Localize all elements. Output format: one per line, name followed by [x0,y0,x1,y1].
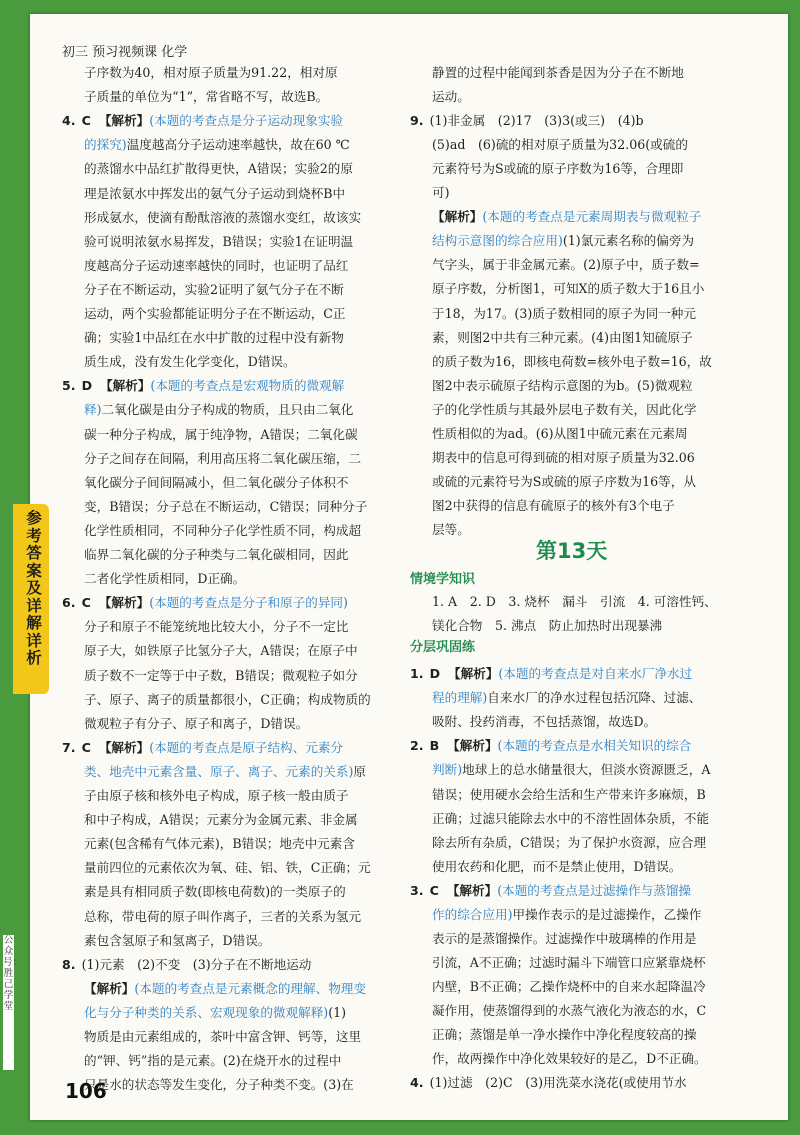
line-text: 可) [432,185,450,201]
keypoint-note: 作的综合应用) [432,906,513,922]
right-line [432,62,746,84]
left-line [84,183,400,205]
line-text: 表示的是蒸馏操作。过滤操作中玻璃棒的作用是 [432,930,697,946]
line-text: 作，故两操作中净化效果较好的是乙，D不正确。 [432,1051,707,1067]
answer-letter: C [81,113,91,129]
keypoint-note: (本题的考查点是水相关知识的综合 [497,738,692,754]
left-line [84,1050,400,1072]
right-line [432,254,746,276]
right-line [432,399,746,421]
answer-letter: D [429,666,441,682]
line-text: 子质量的单位为“1”，常省略不写，故选B。 [84,89,329,105]
right-line [432,447,746,469]
line-text: (5)ad (6)硫的相对原子质量为32.06(或硫的 [432,137,688,153]
keypoint-note: (本题的考查点是原子结构、元素分 [149,739,344,755]
right-line [432,591,746,613]
line-text: 子由原子核和核外电子构成，原子核一般由质子 [84,788,349,803]
line-text: 的“钾、钙”指的是元素。(2)在烧开水的过程中 [84,1053,342,1069]
line-text: 总称，带电荷的原子叫作离子，三者的关系为氢元 [84,908,362,924]
left-line [84,303,400,325]
line-text: 内壁，B不正确；乙操作烧杯中的自来水起降温冷 [432,978,706,994]
page-number: 106 [65,1079,107,1103]
line-text: 地球上的总水储量很大，但淡水资源匮乏，A [462,762,711,778]
answer-letter: C [81,739,91,755]
answer-letter: C [429,882,439,898]
right-line [432,784,746,806]
line-text: 层等。 [432,521,470,537]
left-line [84,134,400,156]
line-text: 子、原子、离子的质量都很小，C正确；构成物质的 [84,691,371,707]
left-line [84,785,400,807]
left-line [84,1026,400,1048]
line-text: 元素(包含稀有气体元素)，B错误；地壳中元素含 [84,836,355,852]
line-text: 素，则图2中共有三种元素。(4)由图1知硫原子 [432,329,693,345]
right-line [432,1048,746,1070]
line-text: 原子大，如铁原子比氢分子大，A错误；在原子中 [84,643,358,659]
page-header: 初三 预习视频课 化学 [62,45,188,60]
left-line [84,1074,400,1096]
right-line [432,86,746,108]
left-line [84,689,400,711]
line-text: 使用农药和化肥，而不是禁止使用，D错误。 [432,858,682,874]
left-line [84,399,400,421]
right-line [432,471,746,493]
line-text: 二氧化碳是由分子构成的物质，且只由二氧化 [101,402,354,418]
left-line [84,568,400,590]
question-number: 3. [410,882,424,898]
right-line [410,663,746,685]
line-text: 分子和原子不能笼统地比较大小，分子不一定比 [84,619,349,635]
right-line [432,423,746,445]
line-text: (1)元素 (2)不变 (3)分子在不断地运动 [81,956,312,972]
left-line [84,231,400,253]
analysis-label: 【解析】 [100,378,151,394]
line-text: 物质是由元素组成的，茶叶中富含钾、钙等，这里 [84,1029,362,1044]
left-line [84,279,400,301]
keypoint-note: (本题的考查点是元素概念的理解、物理变 [134,980,366,996]
right-line [410,1072,746,1094]
right-line [410,880,746,902]
line-text: 理是浓氨水中挥发出的氨气分子运动到烧杯B中 [84,185,346,201]
left-line [84,809,400,831]
line-text: 正确；蒸馏是单一净水操作中净化程度较高的操 [432,1027,697,1042]
left-line [84,207,400,229]
right-line [432,759,746,781]
right-line [432,303,746,325]
line-text: 图2中获得的信息有硫原子的核外有3个电子 [432,497,675,513]
right-line [432,134,746,156]
left-line [84,424,400,446]
section-context-learning: 情境学知识 [410,572,476,587]
day-title: 第13天 [536,539,608,563]
line-text: 和中子构成，A错误；元素分为金属元素、非金属 [84,812,358,828]
line-text: 于18，为17。(3)质子数相同的原子为同一种元 [432,305,696,321]
line-text: 镁化合物 5. 沸点 防止加热时出现暴沸 [432,618,663,634]
line-text: 吸附、投药消毒，不包括蒸馏，故选D。 [432,714,657,730]
left-line [84,62,400,84]
line-text: 子序数为40，相对原子质量为91.22，相对原 [84,65,338,80]
right-line [432,495,746,517]
line-text: 二者化学性质相同，D正确。 [84,571,246,587]
left-line [84,833,400,855]
line-text: (1)非金属 (2)17 (3)3(或三) (4)b [429,113,644,129]
keypoint-note: 判断) [432,762,463,778]
right-line [410,735,746,757]
line-text: 化学性质相同，不同种分子化学性质不同，构成超 [84,522,362,538]
line-text: 氧化碳分子间间隔减小，但二氧化碳分子体积不 [84,474,349,490]
question-number: 8. [62,956,76,972]
line-text: 凝作用，使蒸馏得到的水蒸气液化为液态的水，C [432,1002,707,1018]
line-text: 温度越高分子运动速率越快，故在60 ℃ [126,137,350,153]
left-line [84,520,400,542]
analysis-label: 【解析】 [98,739,150,755]
left-line [84,327,400,349]
line-text: 变，B错误；分子总在不断运动，C错误；同种分子 [84,498,368,514]
line-text: 或硫的元素符号为S或硫的原子序数为16等，从 [432,473,696,489]
line-text: 错误；使用硬水会给生活和生产带来许多麻烦，B [432,786,706,802]
line-text: 运动。 [432,89,470,105]
line-text: 性质相似的为ad。(6)从图1中硫元素在元素周 [432,425,688,441]
left-line [84,978,400,1000]
left-line [84,713,400,735]
line-text: 原 [353,763,366,779]
answer-letter: D [81,378,93,394]
line-text: 静置的过程中能闻到茶香是因为分子在不断地 [432,65,684,80]
left-line [84,906,400,928]
line-text: 原子序数，分析图1，可知X的质子数大于16且小 [432,281,705,297]
left-line [84,86,400,108]
right-line [432,230,746,252]
line-text: 质子数不一定等于中子数，B错误；微观粒子如分 [84,667,358,683]
line-text: 除去所有杂质，C错误；为了保护水资源，应合理 [432,834,707,850]
analysis-label: 【解析】 [98,113,150,129]
line-text: 验可说明浓氨水易挥发，B错误；实验1在证明温 [84,233,354,249]
right-line [432,928,746,950]
question-number: 2. [410,738,424,754]
left-line [84,496,400,518]
line-text: 图2中表示硫原子结构示意图的为b。(5)微观粒 [432,377,693,393]
line-text: 期表中的信息可得到硫的相对原子质量为32.06 [432,449,695,465]
left-line [84,616,400,638]
left-line [84,351,400,373]
answer-key-tab-label: 参考答案及详解详析 [26,509,42,667]
right-line [432,182,746,204]
right-line [432,952,746,974]
question-number: 1. [410,666,424,682]
keypoint-note: (本题的考查点是分子运动现象实验 [149,113,344,129]
line-text: 自来水厂的净水过程包括沉降、过滤、 [487,690,702,706]
right-line [432,327,746,349]
left-line [84,448,400,470]
question-number: 5. [62,378,76,394]
line-text: 的蒸馏水中品红扩散得更快，A错误；实验2的原 [84,161,353,177]
left-line [62,592,400,614]
question-number: 4. [62,113,76,129]
line-text: (1) [328,1004,347,1020]
keypoint-note: (本题的考查点是元素周期表与微观粒子 [482,209,702,225]
line-text: 碳一种分子构成，属于纯净物，A错误；二氧化碳 [84,426,358,442]
line-text: 的质子数为16，即核电荷数=核外电子数=16，故 [432,353,712,369]
keypoint-note: 结构示意图的综合应用) [432,233,563,249]
right-line [432,615,746,637]
line-text: 正确；过滤只能除去水中的不溶性固体杂质，不能 [432,810,710,826]
left-line [84,1002,400,1024]
left-line [84,255,400,277]
line-text: 气字头，属于非金属元素。(2)原子中，质子数= [432,257,700,273]
right-line [432,375,746,397]
line-text: 质生成，没有发生化学变化，D错误。 [84,354,296,370]
analysis-label: 【解析】 [98,595,150,611]
side-credit: 公众号：胜己学堂 [3,935,14,1070]
answer-letter: C [81,595,91,611]
left-line [62,110,400,132]
section-layered-practice: 分层巩固练 [410,640,476,655]
line-text: 只是水的状态等发生变化，分子种类不变。(3)在 [84,1077,354,1093]
analysis-label: 【解析】 [84,980,135,996]
line-text: 确；实验1中品红在水中扩散的过程中没有新物 [84,330,344,346]
analysis-label: 【解析】 [432,209,483,225]
left-line [62,954,400,976]
right-line [432,687,746,709]
line-text: 素包含氢原子和氢离子，D错误。 [84,932,271,948]
right-line [432,711,746,733]
line-text: 量前四位的元素依次为氧、硅、铝、铁，C正确；元 [84,860,371,876]
keypoint-note: (本题的考查点是分子和原子的异同) [149,595,348,611]
line-text: 子的化学性质与其最外层电子数有关，因此化学 [432,401,697,417]
right-line [432,158,746,180]
left-line [84,665,400,687]
answer-letter: B [429,738,440,754]
right-line [432,351,746,373]
left-line [84,930,400,952]
right-line [432,1000,746,1022]
right-line [410,110,746,132]
keypoint-note: (本题的考查点是对自来水厂净水过 [498,666,693,682]
line-text: 引流，A不正确；过滤时漏斗下端管口应紧靠烧杯 [432,954,706,970]
line-text: 形成氨水，使滴有酚酞溶液的蒸馏水变红，故该实 [84,209,362,225]
left-line [84,544,400,566]
line-text: 度越高分子运动速率越快的同时，也证明了品红 [84,257,349,273]
analysis-label: 【解析】 [447,738,498,754]
left-line [84,158,400,180]
question-number: 7. [62,739,76,755]
line-text: (1)过滤 (2)C (3)用洗菜水浇花(或使用节水 [429,1075,687,1091]
line-text: 1. A 2. D 3. 烧杯 漏斗 引流 4. 可溶性钙、 [432,594,717,610]
right-line [432,976,746,998]
right-line [432,1024,746,1046]
right-line [432,808,746,830]
line-text: 元素符号为S或硫的原子序数为16等，合理即 [432,161,684,177]
left-line [84,881,400,903]
analysis-label: 【解析】 [448,666,499,682]
keypoint-note: 的探究) [84,137,127,153]
question-number: 4. [410,1075,424,1091]
keypoint-note: (本题的考查点是宏观物质的微观解 [150,378,345,394]
line-text: 甲操作表示的是过滤操作，乙操作 [512,906,702,922]
keypoint-note: (本题的考查点是过滤操作与蒸馏操 [497,882,692,898]
left-line [84,640,400,662]
left-line [62,375,400,397]
line-text: 分子在不断运动，实验2证明了氨气分子在不断 [84,281,344,297]
question-number: 6. [62,595,76,611]
analysis-label: 【解析】 [446,882,498,898]
left-line [62,737,400,759]
keypoint-note: 程的理解) [432,690,488,706]
left-line [84,857,400,879]
line-text: 临界二氧化碳的分子种类与二氧化碳相同，因此 [84,547,349,562]
line-text: 微观粒子有分子、原子和离子，D错误。 [84,715,309,731]
right-line [432,832,746,854]
line-text: 分子之间存在间隔，利用高压将二氧化碳压缩，二 [84,450,362,466]
right-line [432,904,746,926]
right-line [432,278,746,300]
left-line [84,472,400,494]
question-number: 9. [410,113,424,129]
keypoint-note: 类、地壳中元素含量、原子、离子、元素的关系) [84,763,354,779]
right-line [432,856,746,878]
keypoint-note: 化与分子种类的关系、宏观现象的微观解释) [84,1004,329,1020]
right-line [432,206,746,228]
left-line [84,761,400,783]
keypoint-note: 释) [84,402,102,418]
line-text: 运动，两个实验都能证明分子在不断运动，C正 [84,306,346,321]
line-text: 素是具有相同质子数(即核电荷数)的一类原子的 [84,884,346,900]
line-text: (1)氯元素名称的偏旁为 [562,233,695,249]
